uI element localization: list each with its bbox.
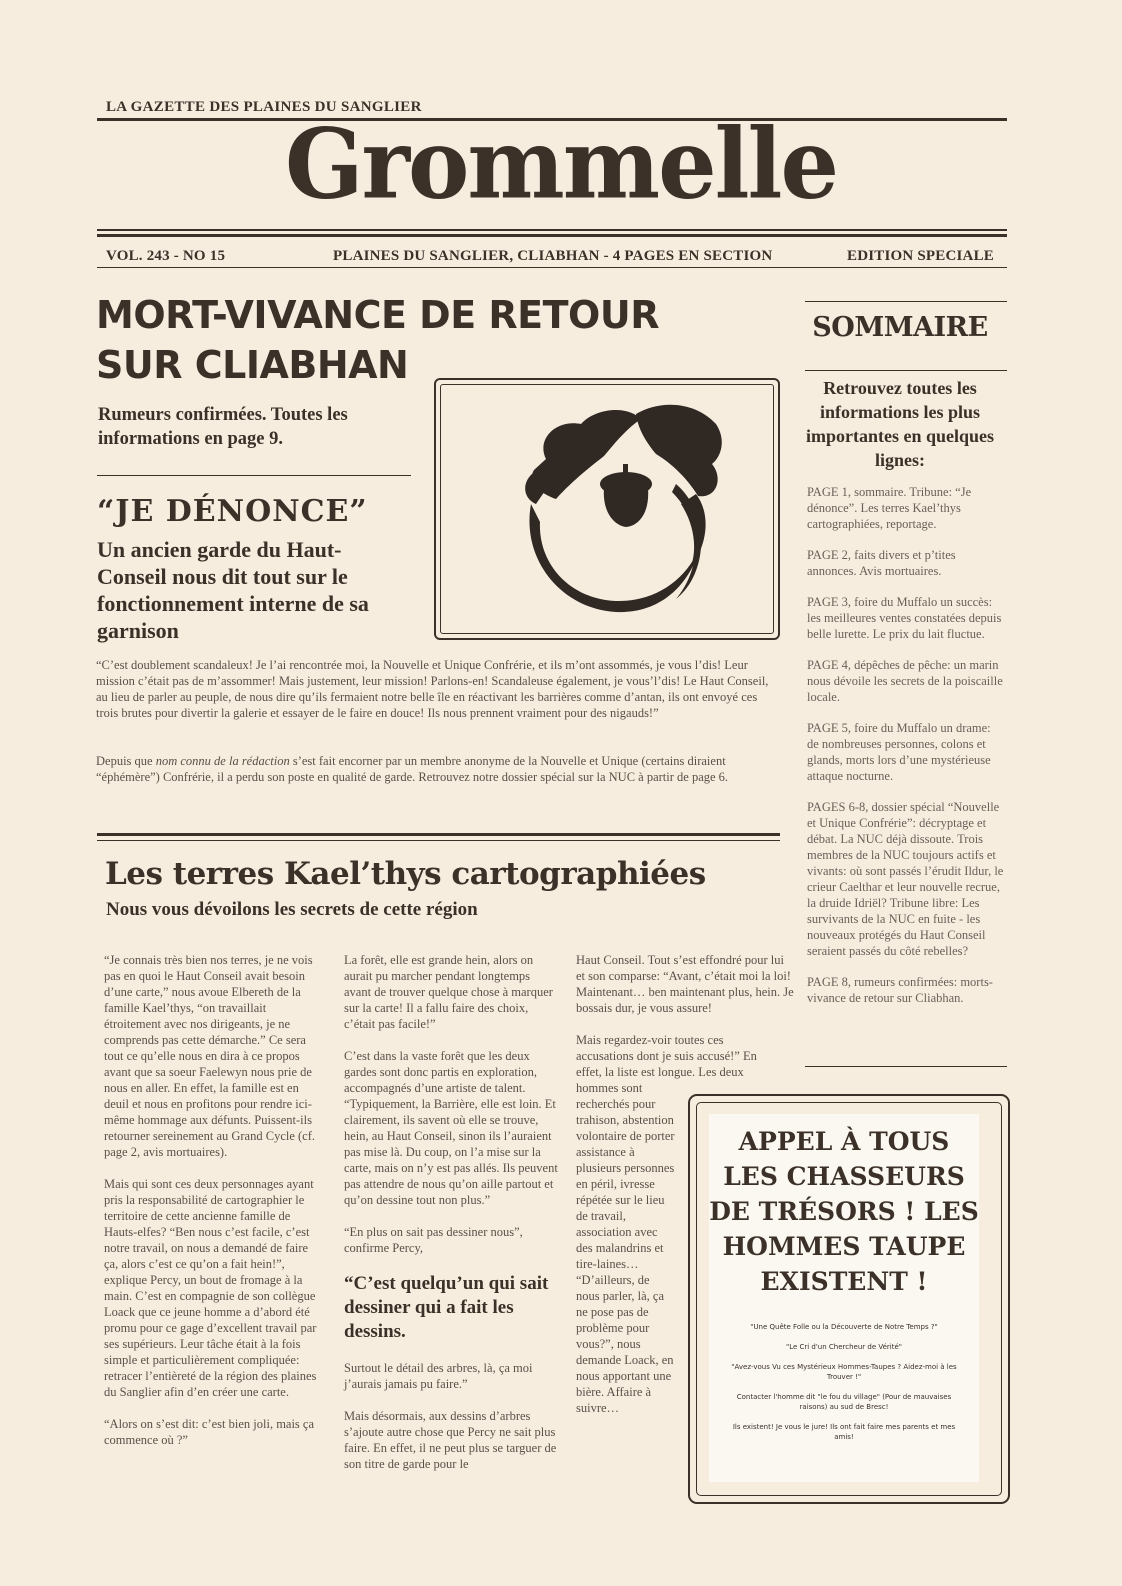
masthead-title: Grommelle: [284, 107, 838, 221]
kaelthys-subtitle: Nous vous dévoilons les secrets de cette région: [106, 899, 478, 920]
lead-image-frame: [434, 378, 780, 640]
paragraph: “En plus on sait pas dessiner nous”, confirme Percy,: [344, 1225, 523, 1255]
ad-poster: [709, 1114, 979, 1482]
sommaire-bottom-rule: [805, 1066, 1007, 1067]
sommaire-item: PAGE 1, sommaire. Tribune: “Je dénonce”. Les terres Kael’thys cartographiées, reportage.: [807, 485, 972, 531]
paragraph: C’est dans la vaste forêt que les deux gardes sont donc partis en exploration, accompagnés d’une artiste de talent. “Typiquement, la Barrière, elle est loin. Et clairement, ils savent où elle se trouve, hein, au Haut Conseil, sinon ils l’auraient pas mise là. Du coup, on l’a mise sur la carte, mais on n’y est pas allés. Ils peuvent pas attendre de nous qu’on aille partout et qu’on dessine tout non plus.”: [344, 1049, 558, 1207]
sommaire-item: PAGE 2, faits divers et p’tites annonces. Avis mortuaires.: [807, 548, 956, 578]
section-rule-1: [97, 833, 780, 836]
paragraph: Haut Conseil. Tout s’est effondré pour lui et son comparse: “Avant, c’était moi la loi! Maintenant… ben maintenant plus, hein. Je bossais dur, je vous assure!: [576, 953, 794, 1015]
paragraph: Mais regardez-voir toutes ces accusations dont je suis accusé!” En effet, la liste est longue. Les deux: [576, 1033, 757, 1079]
ad-line: "Le Cri d'un Chercheur de Vérité": [785, 1343, 903, 1351]
masthead-rule-2: [97, 234, 1007, 237]
sommaire-list: [807, 484, 1005, 1021]
sommaire-top-rule: [805, 301, 1007, 302]
sommaire-item: PAGE 3, foire du Muffalo un succès: les meilleures ventes constatées depuis belle lurette. Le prix du lait fluctue.: [807, 595, 1002, 641]
lead-headline: MORT-VIVANCE DE RETOUR SUR CLIABHAN: [96, 293, 659, 387]
ad-line: Contacter l'homme dit "le fou du village" (Pour de mauvaises raisons) au sud de Bresc!: [736, 1393, 952, 1411]
denonce-subtitle: Un ancien garde du Haut-Conseil nous dit tout sur le fonctionnement interne de sa garnison: [97, 537, 369, 643]
oak-leaf-acorn-icon: [476, 384, 736, 634]
paragraph: Mais désormais, aux dessins d’arbres s’ajoute autre chose que Percy ne sait plus faire. En effet, il ne peut plus se targuer de son titre de garde pour le: [344, 1409, 557, 1471]
pull-quote: “C’est quelqu’un qui sait dessiner qui a fait les dessins.: [344, 1273, 549, 1342]
sommaire-item: PAGE 4, dépêches de pêche: un marin nous dévoile les secrets de la poiscaille locale.: [807, 658, 1003, 704]
ad-line: "Une Quête Folle ou la Découverte de Notre Temps ?": [750, 1323, 938, 1331]
treasure-hunter-ad: [688, 1094, 1010, 1504]
paragraph: La forêt, elle est grande hein, alors on aurait pu marcher pendant longtemps avant de trouver quelque chose à marquer sur la carte! Il a fallu faire des choix, c’était pas facile!”: [344, 953, 553, 1031]
edition-label: EDITION SPECIALE: [847, 248, 994, 264]
paragraph: hommes sont recherchés pour trahison, abstention volontaire de porter assistance à plusieurs personnes en péril, ivresse répétée sur le lieu de travail, association avec des malandrins et tire-laines… “D’ailleurs, de nous parler, là, ça ne pose pas de problème pour vous?”, nous demande Loack, en nous apportant une bière. Affaire à suivre…: [576, 1081, 675, 1415]
denonce-paragraph-1: “C’est doublement scandaleux! Je l’ai rencontrée moi, la Nouvelle et Unique Confrérie, et ils m’ont assommés, je vous l’dis! Leur mission c’était pas de m’assommer! Mais justement, leur mission! Parlons-en! Scandaleuse également, je vous’l’dis! Le Haut Conseil, au lieu de parler au peuple, de nous dire qu’ils fermaient notre belle île en réactivant les barrières comme d’antan, ils ont envoyé ces trois brutes pour divertir la galerie et essayer de le faire en douce! Ils nous prennent vraiment pour des nigauds!”: [96, 658, 769, 720]
denonce-title: “JE DÉNONCE”: [97, 494, 368, 529]
paragraph: “Je connais très bien nos terres, je ne vois pas en quoi le Haut Conseil avait besoin d’une carte,” nous avoue Elbereth de la famille Kael’thys, “on travaillait étroitement avec nos dirigeants, je ne comprends pas cette démarche.” Ce sera tout ce qu’elle nous en dira à ce propos avant que sa soeur Faelewyn nous prie de nous en aller. En effet, la famille est en deuil et nous en profitons pour rendre ici-même hommage aux défunts. Puissent-ils retourner sereinement au Grand Cycle (cf. page 2, avis mortuaires).: [104, 953, 316, 1159]
paragraph: “Alors on s’est dit: c’est bien joli, mais ça commence où ?”: [104, 1417, 315, 1447]
gazette-kicker: LA GAZETTE DES PLAINES DU SANGLIER: [106, 99, 422, 115]
sommaire-item: PAGES 6-8, dossier spécial “Nouvelle et Unique Confrérie”: décryptage et débat. La NUC déjà dissoute. Trois membres de la NUC toujours actifs et vivants: où sont passés l’érudit Ildur, le crieur Caelthar et leur nouvelle recrue, la druide Idriël? Tribune libre: Les survivants de la NUC en fuite - les nouveaux protégés du Haut Conseil seraient passés du côté rebelles?: [807, 800, 1004, 958]
kaelthys-title: Les terres Kael’thys cartographiées: [105, 856, 706, 892]
ad-lines: [723, 1322, 965, 1452]
ad-line: "Avez-vous Vu ces Mystérieux Hommes-Taupes ? Aidez-moi à les Trouver !": [731, 1363, 957, 1381]
sommaire-item: PAGE 5, foire du Muffalo un drame: de nombreuses personnes, colons et glands, morts lors d’une mystérieuse attaque nocturne.: [807, 721, 991, 783]
section-rule-2: [97, 840, 780, 841]
sommaire-item: PAGE 8, rumeurs confirmées: morts-vivance de retour sur Cliabhan.: [807, 975, 993, 1005]
sommaire-intro: Retrouvez toutes les informations les plus importantes en quelques lignes:: [805, 378, 994, 470]
masthead-rule-1: [97, 229, 1007, 231]
location-line: PLAINES DU SANGLIER, CLIABHAN - 4 PAGES EN SECTION: [333, 248, 773, 264]
sommaire-title-rule: [805, 370, 1007, 371]
volume-number: VOL. 243 - NO 15: [106, 248, 226, 264]
ad-line: Ils existent! Je vous le jure! Ils ont fait faire mes parents et mes amis!: [732, 1423, 956, 1441]
paragraph: Mais qui sont ces deux personnages ayant pris la responsabilité de cartographier le territoire de cette ancienne famille de Hauts-elfes? “Ben nous c’est facile, c’est notre travail, on nous a demandé de faire ça, alors c’est ce qu’on a fait hein!”, explique Percy, un bout de fromage à la main. C’est en compagnie de son collègue Loack que ce jeune homme a d’abord été promu pour ce gage d’excellent travail par ses supérieurs. Leur tâche était à la fois simple et particulièrement compliquée: retracer l’entièreté de la région des plaines du Sanglier afin d’en créer une carte.: [104, 1177, 317, 1399]
denonce-paragraph-2: Depuis que nom connu de la rédaction s’est fait encorner par un membre anonyme de la Nouvelle et Unique (certains diraient “éphémère”) Confrérie, il a perdu son poste en qualité de garde. Retrouvez notre dossier spécial sur la NUC à partir de page 6.: [96, 754, 729, 784]
kaelthys-column-1: [104, 952, 318, 1464]
kaelthys-column-2: [344, 952, 558, 1488]
paragraph: Surtout le détail des arbres, là, ça moi j’aurais jamais pu faire.”: [344, 1361, 533, 1391]
sommaire-title: SOMMAIRE: [812, 312, 988, 343]
meta-bottom-rule: [97, 267, 1007, 268]
lead-deck: Rumeurs confirmées. Toutes les informations en page 9.: [98, 405, 348, 449]
ad-title: APPEL À TOUS LES CHASSEURS DE TRÉSORS ! LES HOMMES TAUPE EXISTENT !: [709, 1127, 979, 1296]
lead-divider: [97, 475, 411, 476]
